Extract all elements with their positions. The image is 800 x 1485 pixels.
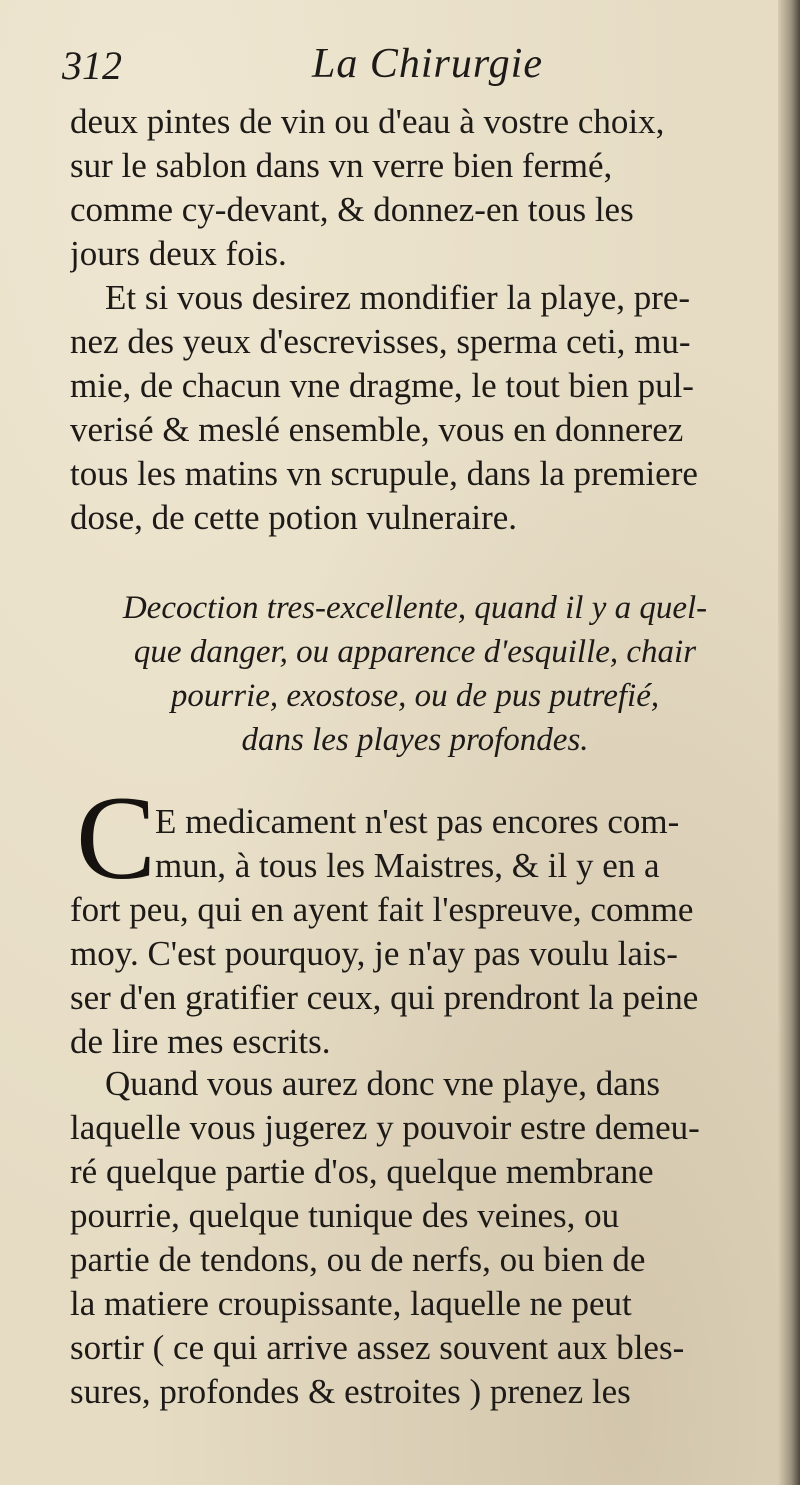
page-number: 312 bbox=[62, 43, 122, 88]
book-gutter bbox=[778, 0, 800, 1485]
text-line: partie de tendons, ou de nerfs, ou bien de bbox=[70, 1240, 646, 1279]
text-line: pourrie, quelque tunique des veines, ou bbox=[70, 1196, 620, 1235]
text-line: Et si vous desirez mondifier la playe, pre- bbox=[105, 278, 691, 317]
text-line: sortir ( ce qui arrive assez souvent aux bles- bbox=[70, 1328, 685, 1367]
text-line: la matiere croupissante, laquelle ne peut bbox=[70, 1284, 632, 1323]
text-line: nez des yeux d'escrevisses, sperma ceti, mu- bbox=[70, 322, 691, 361]
text-line: sur le sablon dans vn verre bien fermé, bbox=[70, 146, 613, 185]
text-line: fort peu, qui en ayent fait l'espreuve, comme bbox=[70, 890, 694, 929]
text-line: moy. C'est pourquoy, je n'ay pas voulu lais- bbox=[70, 934, 678, 973]
heading-line: que danger, ou apparence d'esquille, chair bbox=[133, 634, 697, 670]
text-line: sures, profondes & estroites ) prenez les bbox=[70, 1372, 631, 1411]
drop-cap: C bbox=[76, 771, 157, 904]
text-line: tous les matins vn scrupule, dans la premiere bbox=[70, 454, 698, 493]
text-line: verisé & meslé ensemble, vous en donnerez bbox=[70, 410, 684, 449]
text-line: mun, à tous les Maistres, & il y en a bbox=[155, 846, 660, 885]
text-line: comme cy-devant, & donnez-en tous les bbox=[70, 190, 634, 229]
text-line: Quand vous aurez donc vne playe, dans bbox=[105, 1064, 660, 1103]
text-line: deux pintes de vin ou d'eau à vostre choix, bbox=[70, 102, 665, 141]
heading-line: dans les playes profondes. bbox=[241, 722, 589, 758]
text-line: de lire mes escrits. bbox=[70, 1022, 331, 1061]
text-line: E medicament n'est pas encores com- bbox=[155, 802, 680, 841]
text-line: dose, de cette potion vulneraire. bbox=[70, 498, 518, 537]
text-line: ser d'en gratifier ceux, qui prendront la peine bbox=[70, 978, 699, 1017]
running-header bbox=[62, 40, 745, 94]
running-title: La Chirurgie bbox=[312, 41, 543, 87]
heading-line: Decoction tres-excellente, quand il y a quel- bbox=[122, 590, 708, 626]
text-line: laquelle vous jugerez y pouvoir estre demeu- bbox=[70, 1108, 700, 1147]
text-line: jours deux fois. bbox=[70, 234, 287, 273]
heading-line: pourrie, exostose, ou de pus putrefié, bbox=[170, 678, 660, 714]
text-line: mie, de chacun vne dragme, le tout bien pul- bbox=[70, 366, 694, 405]
text-line: ré quelque partie d'os, quelque membrane bbox=[70, 1152, 654, 1191]
